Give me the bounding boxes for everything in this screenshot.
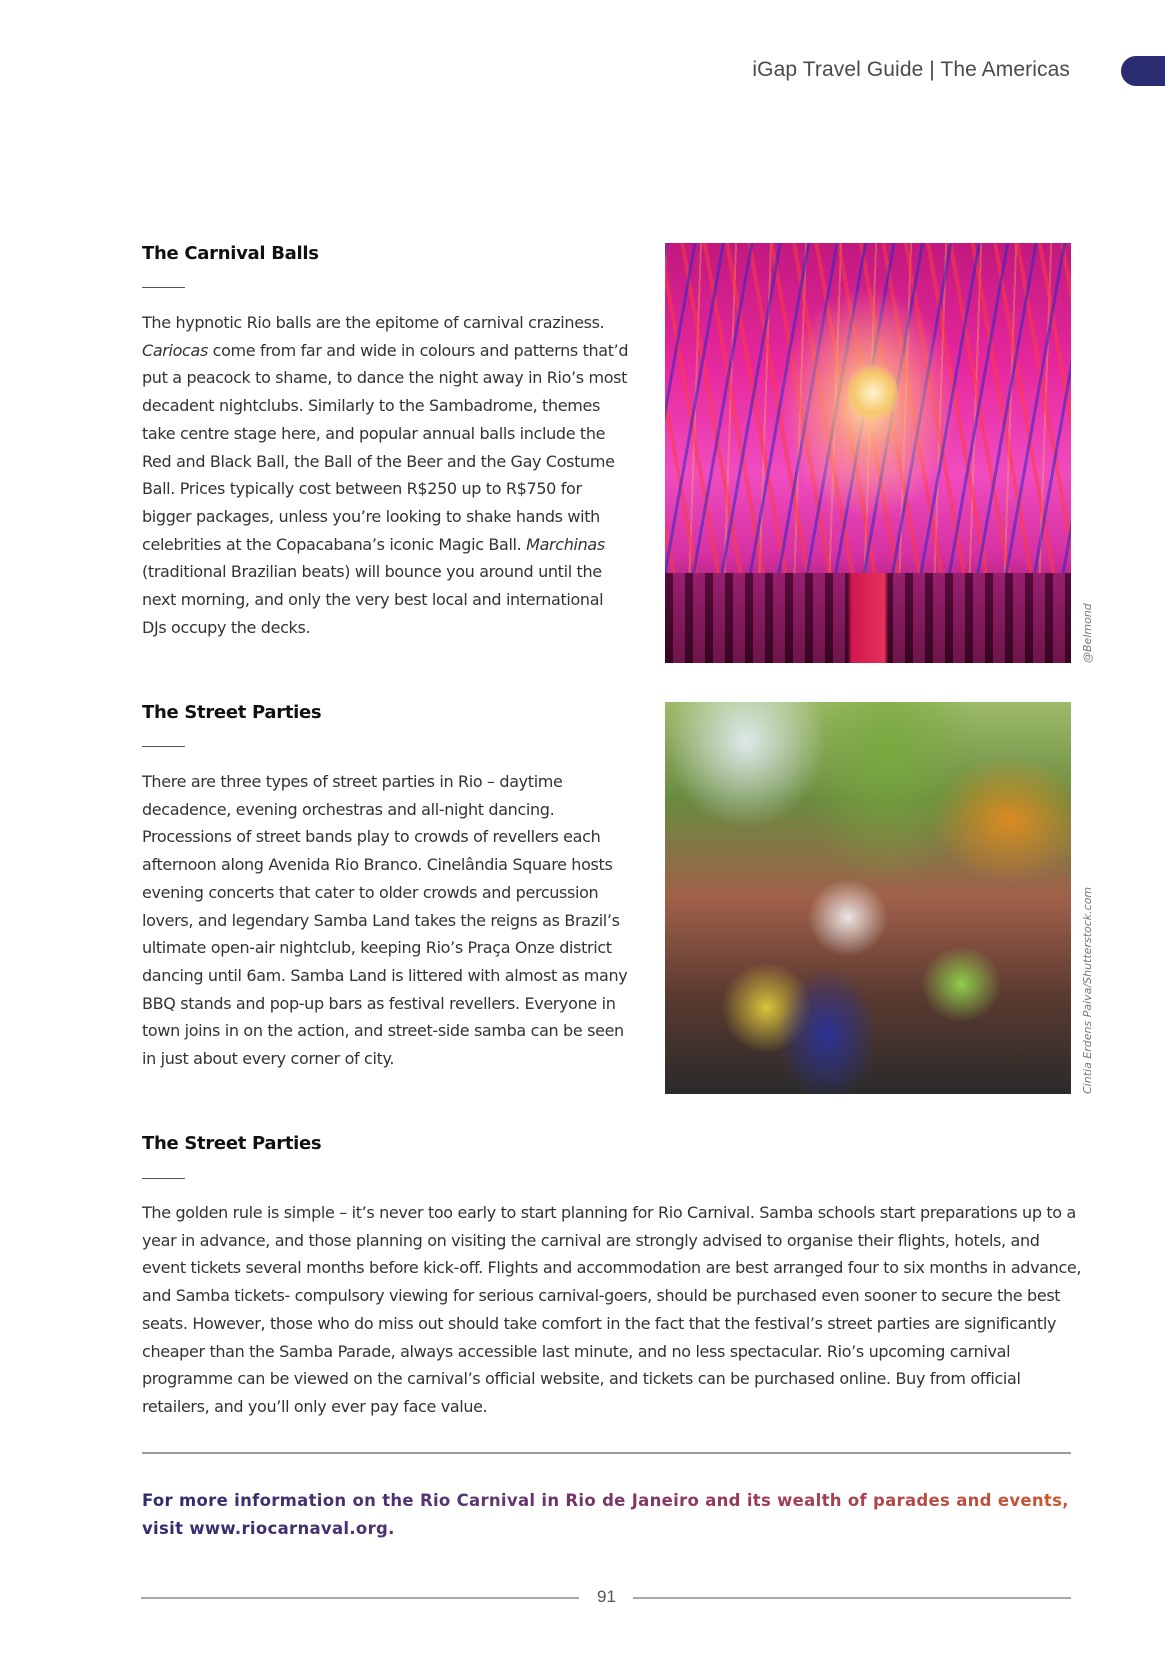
heading-rule bbox=[142, 1178, 185, 1179]
footer-rule-right bbox=[633, 1597, 1071, 1599]
photo-credit-shutterstock: Cintia Erdens Paiva/Shutterstock.com bbox=[1081, 886, 1094, 1094]
photo-credit-belmond: @Belmond bbox=[1081, 603, 1094, 663]
section-divider bbox=[142, 1452, 1071, 1454]
heading-rule bbox=[142, 287, 185, 288]
section-heading-planning: The Street Parties bbox=[142, 1133, 322, 1154]
section-body-street-parties: There are three types of street parties in Rio – daytime decadence, evening orchestras and all-night dancing. Processions of street bands play to crowds of revellers each afternoon along Avenida Rio Branco. Cinelândia Square hosts evening concerts that cater to older crowds and percussion lovers, and legendary Samba Land takes the reigns as Brazil’s ultimate open-air nightclub, keeping Rio’s Praça Onze district dancing until 6am. Samba Land is littered with almost as many BBQ stands and pop-up bars as festival revellers. Everyone in town joins in on the action, and street-side samba can be seen in just about every corner of city. bbox=[142, 772, 628, 1069]
heading-rule bbox=[142, 746, 185, 747]
section-body-planning: The golden rule is simple – it’s never too early to start planning for Rio Carnival. Samba schools start preparations up to a year in advance, and those planning on visiting the carnival are strongly advised to organise their flights, hotels, and event tickets several months before kick-off. Flights and accommodation are best arranged four to six months in advance, and Samba tickets- compulsory viewing for serious carnival-goers, should be purchased even sooner to secure the best seats. However, those who do miss out should take comfort in the fact that the festival’s street parties are significantly cheaper than the Samba Parade, always accessible last minute, and no less spectacular. Rio’s upcoming carnival programme can be viewed on the carnival’s official website, and tickets can be purchased online. Buy from official retailers, and you’ll only ever pay face value. bbox=[142, 1203, 1082, 1416]
carnival-ball-photo bbox=[665, 243, 1071, 663]
header-tab-decoration bbox=[1121, 56, 1165, 86]
page-number: 91 bbox=[597, 1587, 616, 1606]
running-header-title: iGap Travel Guide | The Americas bbox=[752, 58, 1070, 81]
street-party-photo bbox=[665, 702, 1071, 1094]
text-run: The hypnotic Rio balls are the epitome of carnival craziness. bbox=[142, 313, 605, 332]
section-heading-street-parties: The Street Parties bbox=[142, 702, 322, 723]
callout-line-2-website-link[interactable]: visit www.riocarnaval.org. bbox=[142, 1519, 395, 1538]
section-heading-carnival-balls: The Carnival Balls bbox=[142, 243, 319, 264]
callout-line-1: For more information on the Rio Carnival in Rio de Janeiro and its wealth of parades and events, bbox=[142, 1491, 1069, 1510]
text-run: (traditional Brazilian beats) will bounce you around until the next morning, and only the very best local and international DJs occupy the decks. bbox=[142, 562, 604, 637]
text-run: come from far and wide in colours and patterns that’d put a peacock to shame, to dance the night away in Rio’s most decadent nightclubs. Similarly to the Sambadrome, themes take centre stage here, and popular annual balls include the Red and Black Ball, the Ball of the Beer and the Gay Costume Ball. Prices typically cost between R$250 up to R$750 for bigger packages, unless you’re looking to shake hands with celebrities at the Copacabana’s iconic Magic Ball. bbox=[142, 340, 629, 554]
italic-term-cariocas: Cariocas bbox=[142, 340, 208, 360]
more-info-callout bbox=[142, 1487, 1082, 1543]
chandelier-shape bbox=[848, 363, 898, 423]
footer-rule-left bbox=[141, 1597, 579, 1599]
italic-term-marchinas: Marchinas bbox=[526, 534, 605, 554]
ballroom-floor-shape bbox=[665, 573, 1071, 663]
section-body-carnival-balls bbox=[142, 309, 632, 641]
